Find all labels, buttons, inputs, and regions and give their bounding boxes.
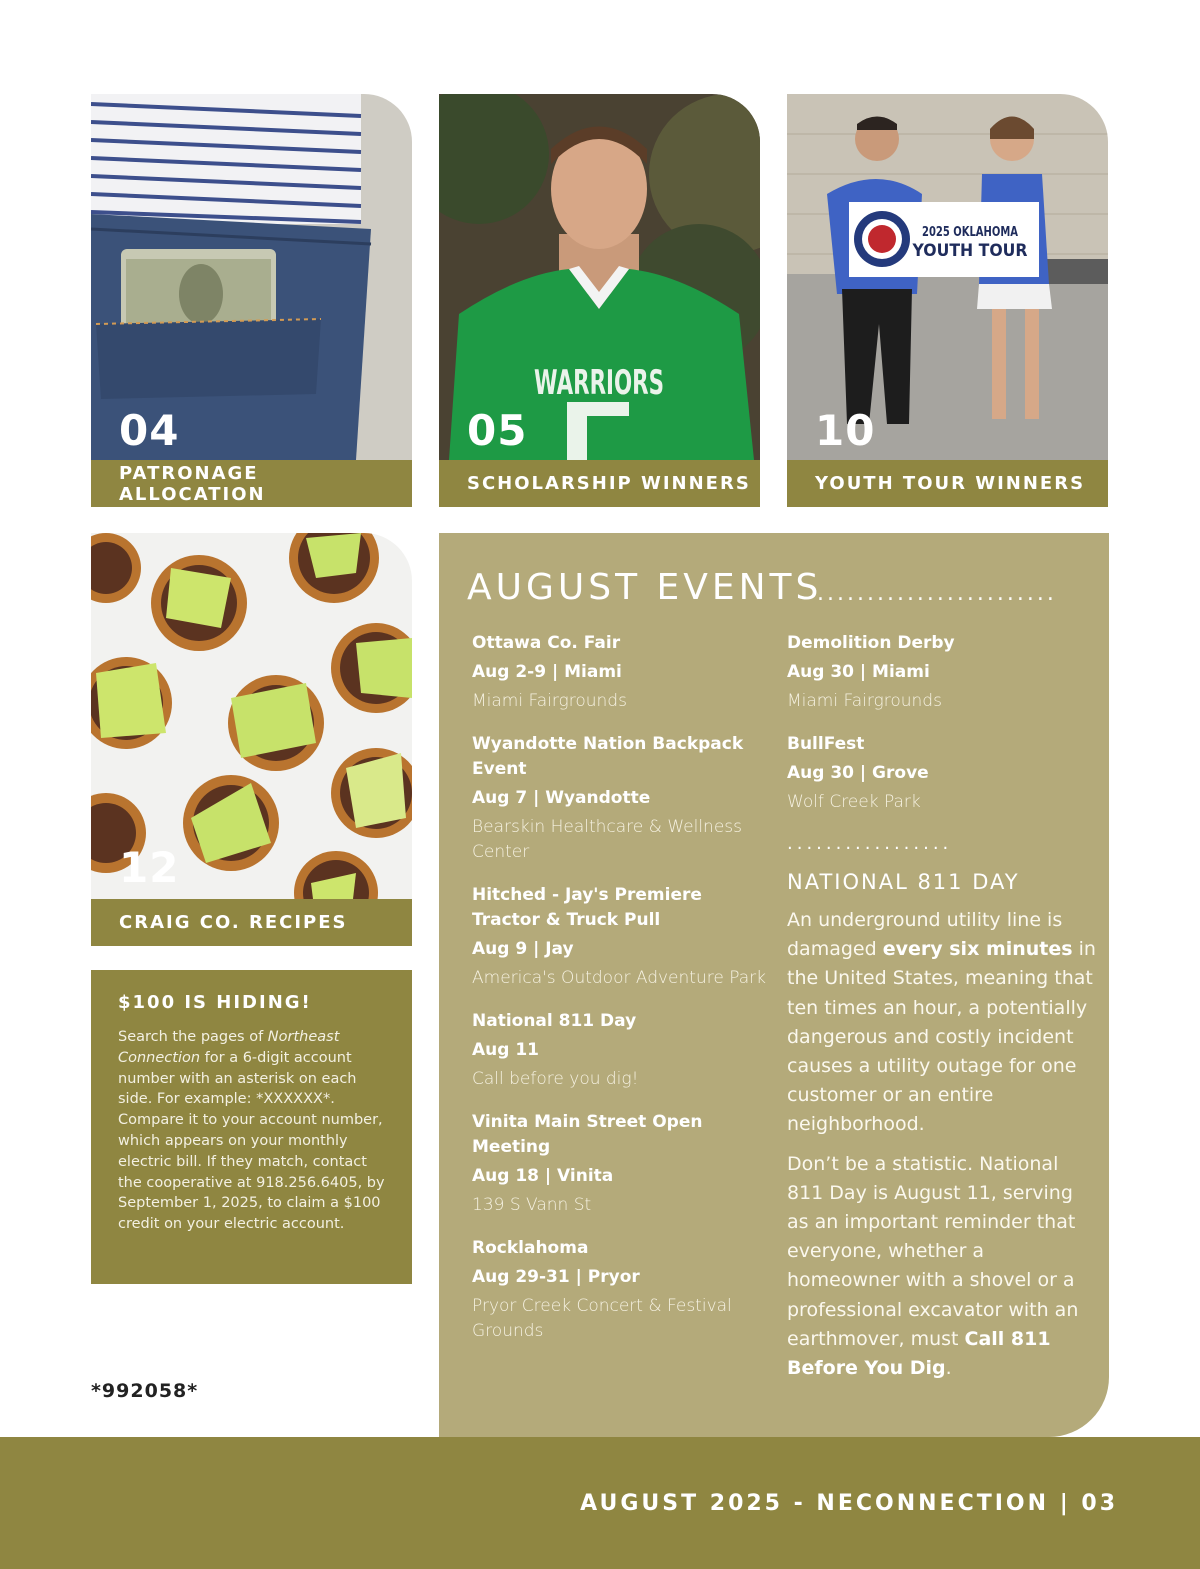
- tile-label: YOUTH TOUR WINNERS: [815, 473, 1086, 494]
- tile-patronage[interactable]: [91, 94, 412, 507]
- tile-label: SCHOLARSHIP WINNERS: [467, 473, 751, 494]
- event-date: Aug 18 | Vinita: [472, 1166, 614, 1186]
- events-left-column: [472, 631, 772, 1362]
- tile-number: 12: [119, 843, 180, 892]
- event-location: Wolf Creek Park: [787, 792, 921, 812]
- hiding-text: [118, 1027, 385, 1235]
- event-location: Miami Fairgrounds: [472, 691, 627, 711]
- events-right-column: [787, 631, 1097, 1393]
- jersey-text: WARRIORS: [534, 363, 664, 403]
- p1-bold: every six minutes: [882, 938, 1073, 961]
- sign-bottom-text: YOUTH TOUR: [911, 241, 1028, 261]
- tile-label-bar: [91, 460, 412, 507]
- sign-top-text: 2025 OKLAHOMA: [922, 225, 1018, 240]
- event-location: Call before you dig!: [472, 1069, 639, 1089]
- event-item: [472, 732, 772, 865]
- tile-label-bar: [439, 460, 760, 507]
- hiding-box: [91, 970, 412, 1284]
- events-panel: [439, 533, 1109, 1437]
- event-name: Demolition Derby: [787, 633, 955, 653]
- event-name: Wyandotte Nation Backpack Event: [472, 734, 744, 779]
- hiding-text-1: Search the pages of: [118, 1029, 268, 1045]
- hiding-text-2: for a 6-digit account number with an asterisk on each side. For example: *XXXXXX*. Compare it to your account number, which appears on your monthly electric bill. If they match, contact the cooperative at 918.256.6405, by September 1, 2025, to claim a $100 credit on your electric account.: [118, 1049, 385, 1233]
- tile-youth-tour[interactable]: [787, 94, 1108, 507]
- event-item: [787, 732, 1097, 815]
- tile-number: 04: [119, 406, 180, 455]
- event-date: Aug 29-31 | Pryor: [472, 1267, 640, 1287]
- tile-scholarship[interactable]: [439, 94, 760, 507]
- p1-text-a: An underground utility line is damaged: [787, 909, 1063, 961]
- tile-recipes[interactable]: [91, 533, 412, 945]
- event-item: [472, 1009, 772, 1092]
- event-location: America's Outdoor Adventure Park: [472, 968, 766, 988]
- event-date: Aug 30 | Grove: [787, 763, 929, 783]
- event-location: 139 S Vann St: [472, 1195, 592, 1215]
- tile-number: 05: [467, 406, 528, 455]
- event-location: Bearskin Healthcare & Wellness Center: [472, 817, 742, 862]
- event-date: Aug 11: [472, 1040, 540, 1060]
- section-divider-dots: .................: [787, 833, 953, 854]
- event-item: [472, 883, 772, 991]
- hiding-title: $100 IS HIDING!: [118, 992, 312, 1013]
- events-title: AUGUST EVENTS: [467, 567, 823, 608]
- events-title-dots: ........................: [817, 581, 1057, 606]
- p2-bold: Call 811 Before You Dig: [787, 1327, 1051, 1380]
- event-name: Vinita Main Street Open Meeting: [472, 1112, 703, 1157]
- tile-number: 10: [815, 406, 876, 455]
- event-name: Rocklahoma: [472, 1238, 589, 1258]
- tile-label-bar: [787, 460, 1108, 507]
- event-name: Hitched - Jay's Premiere Tractor & Truck Pull: [472, 885, 702, 930]
- tile-label-bar: [91, 899, 412, 946]
- event-name: National 811 Day: [472, 1011, 637, 1031]
- event-item: [472, 1236, 772, 1344]
- account-number: *992058*: [91, 1380, 199, 1402]
- national-811-paragraph-2: [787, 1150, 1097, 1384]
- national-811-heading: NATIONAL 811 DAY: [787, 870, 1020, 894]
- event-item: [787, 631, 1097, 714]
- tile-label: CRAIG CO. RECIPES: [119, 912, 348, 933]
- event-location: Miami Fairgrounds: [787, 691, 942, 711]
- event-date: Aug 7 | Wyandotte: [472, 788, 651, 808]
- event-location: Pryor Creek Concert & Festival Grounds: [472, 1296, 732, 1341]
- event-item: [472, 631, 772, 714]
- event-date: Aug 30 | Miami: [787, 662, 930, 682]
- event-date: Aug 9 | Jay: [472, 939, 574, 959]
- p2-text-a: Don’t be a statistic. National 811 Day is August 11, serving as an important reminder that everyone, whether a homeowner with a shovel or a professional excavator with an earthmover, must: [787, 1152, 1079, 1350]
- tile-label: PATRONAGE ALLOCATION: [119, 462, 266, 505]
- event-item: [472, 1110, 772, 1218]
- event-name: Ottawa Co. Fair: [472, 633, 621, 653]
- p2-text-b: .: [945, 1357, 952, 1380]
- p1-text-b: in the United States, meaning that ten times an hour, a potentially dangerous and costly incident causes a utility outage for one customer or an entire neighborhood.: [787, 938, 1096, 1136]
- footer-text: AUGUST 2025 - NECONNECTION | 03: [580, 1491, 1118, 1516]
- event-name: BullFest: [787, 734, 865, 754]
- hiding-text-italic: Northeast Connection: [118, 1029, 340, 1066]
- event-date: Aug 2-9 | Miami: [472, 662, 622, 682]
- page-footer: [0, 1437, 1200, 1569]
- national-811-paragraph-1: [787, 906, 1097, 1140]
